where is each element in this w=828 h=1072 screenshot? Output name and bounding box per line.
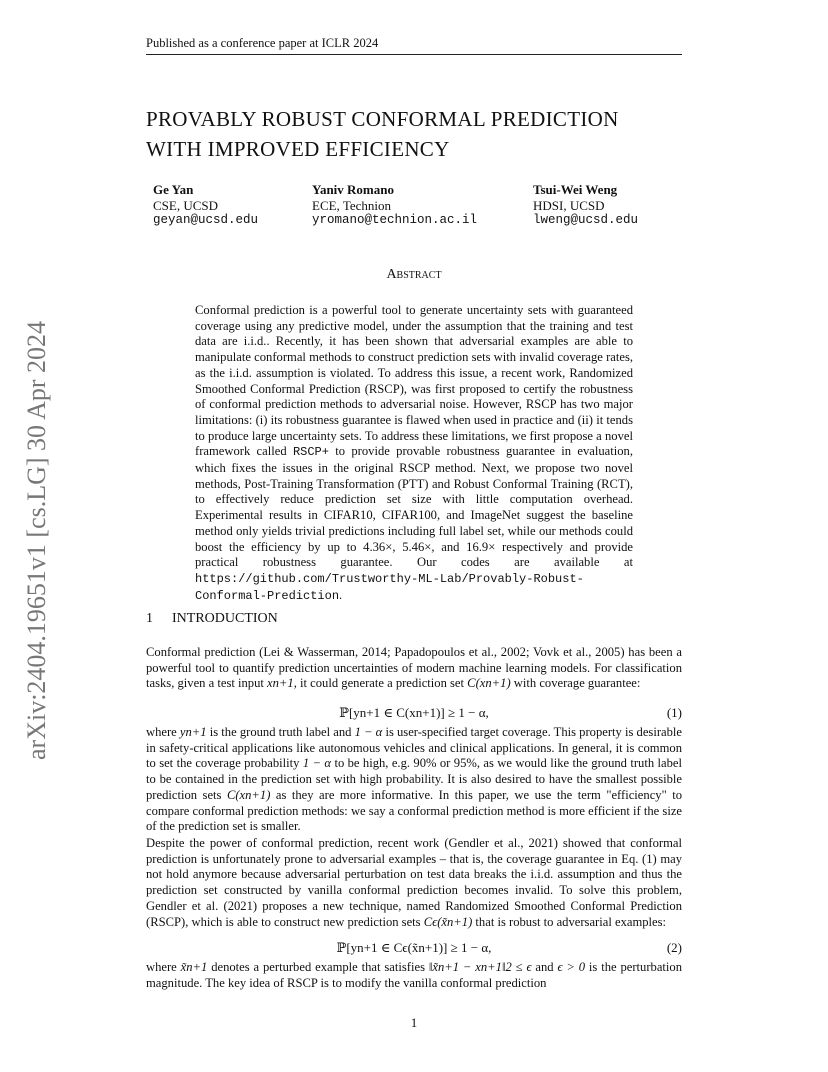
- intro-paragraph-4: where x̃n+1 denotes a perturbed example that satisfies ‖x̃n+1 − xn+1‖2 ≤ ϵ and ϵ > 0 is the perturbation magnitude. The key idea of RSCP is to modify the vanilla conformal prediction: [146, 960, 683, 990]
- author-email[interactable]: geyan@ucsd.edu: [153, 213, 259, 227]
- equation-body: ℙ[yn+1 ∈ C(xn+1)] ≥ 1 − α,: [339, 705, 489, 720]
- title-line-2: WITH IMPROVED EFFICIENCY: [146, 137, 450, 161]
- author-3: [533, 182, 638, 229]
- section-number: 1: [146, 611, 153, 626]
- author-email[interactable]: lweng@ucsd.edu: [533, 213, 639, 227]
- page-number: 1: [410, 1015, 418, 1030]
- equation-number: (1): [666, 705, 682, 720]
- author-affiliation: HDSI, UCSD: [533, 197, 605, 213]
- rscp-plus-name: RSCP+: [292, 445, 329, 460]
- title-line-1: PROVABLY ROBUST CONFORMAL PREDICTION: [146, 107, 619, 131]
- header-rule: [146, 54, 682, 55]
- intro-paragraph-3: Despite the power of conformal prediction, recent work (Gendler et al., 2021) showed that conformal prediction is unfortunately prone to adversarial examples – that is, the coverage guarantee in Eq. (1) may not hold anymore because adversarial perturbation on test data breaks the i.i.d. assumption and thus the prediction set constructed by vanilla conformal prediction becomes invalid. To solve this problem, Gendler et al. (2021) proposes a new technique, named Randomized Smoothed Conformal Prediction (RSCP), which is able to construct new prediction sets Cϵ(x̃n+1) that is robust to adversarial examples:: [146, 836, 682, 929]
- intro-paragraph-2: where yn+1 is the ground truth label and 1 − α is user-specified target coverage. This property is desirable in safety-critical applications like autonomous vehicles and clinical applications. In general, it is common to set the coverage probability 1 − α to be high, e.g. 90% or 95%, as we would like the ground truth label to be contained in the prediction set with high probability. It is also desired to have the smallest possible prediction sets C(xn+1) as they are more informative. In this paper, we use the term "efficiency" to compare conformal prediction methods: we say a conformal prediction method is more efficient if the size of the prediction set is smaller.: [146, 725, 683, 834]
- running-header: Published as a conference paper at ICLR 2024: [146, 36, 379, 50]
- author-1: [153, 182, 258, 229]
- author-affiliation: ECE, Technion: [312, 197, 392, 213]
- abstract-body: Conformal prediction is a powerful tool to generate uncertainty sets with guaranteed coverage using any predictive model, under the assumption that the training and test data are i.i.d.. Recently, it has been shown that adversarial examples are able to manipulate conformal methods to construct prediction sets with invalid coverage rates, as the i.i.d. assumption is violated. To address this issue, a recent work, Randomized Smoothed Conformal Prediction (RSCP), was first proposed to certify the robustness of conformal prediction methods to adversarial noise. However, RSCP has two major limitations: (i) its robustness guarantee is flawed when used in practice and (ii) it tends to produce large uncertainty sets. To address these limitations, we first propose a novel framework called RSCP+ to provide provable robustness guarantee in evaluation, which fixes the issues in the original RSCP method. Next, we propose two novel methods, Post-Training Transformation (PTT) and Robust Conformal Training (RCT), to effectively reduce prediction set size with little computation overhead. Experimental results in CIFAR10, CIFAR100, and ImageNet suggest the baseline method only yields trivial predictions including full label set, while our methods could boost the efficiency by up to 4.36×, 5.46×, and 16.9× respectively and provide practical robustness guarantee. Our codes are available at https://github.com/Trustworthy-ML-Lab/Provably-Robust-Conformal-Prediction.: [195, 303, 633, 603]
- section-heading-introduction: 1 INTRODUCTION: [146, 611, 278, 626]
- equation-body: ℙ[yn+1 ∈ Cϵ(x̃n+1)] ≥ 1 − α,: [336, 940, 492, 955]
- author-affiliation: CSE, UCSD: [153, 197, 219, 213]
- paper-title: [146, 104, 706, 164]
- equation-2: [146, 940, 682, 958]
- equation-1: [146, 705, 682, 723]
- arxiv-identifier: arXiv:2404.19651v1 [cs.LG] 30 Apr 2024: [22, 320, 51, 760]
- author-2: [312, 182, 477, 229]
- equation-number: (2): [666, 940, 682, 955]
- author-name: Yaniv Romano: [312, 182, 394, 197]
- author-block: [153, 182, 693, 232]
- author-name: Tsui-Wei Weng: [533, 182, 618, 197]
- intro-paragraph-1: Conformal prediction (Lei & Wasserman, 2014; Papadopoulos et al., 2002; Vovk et al., 2005) has been a powerful tool to quantify prediction uncertainties of modern machine learning models. For classification tasks, given a test input xn+1, it could generate a prediction set C(xn+1) with coverage guarantee:: [146, 645, 682, 691]
- abstract-heading: Abstract: [386, 267, 442, 282]
- author-name: Ge Yan: [153, 182, 194, 197]
- code-url-link[interactable]: https://github.com/Trustworthy-ML-Lab/Provably-Robust-Conformal-Prediction: [195, 571, 584, 603]
- author-email[interactable]: yromano@technion.ac.il: [312, 213, 478, 227]
